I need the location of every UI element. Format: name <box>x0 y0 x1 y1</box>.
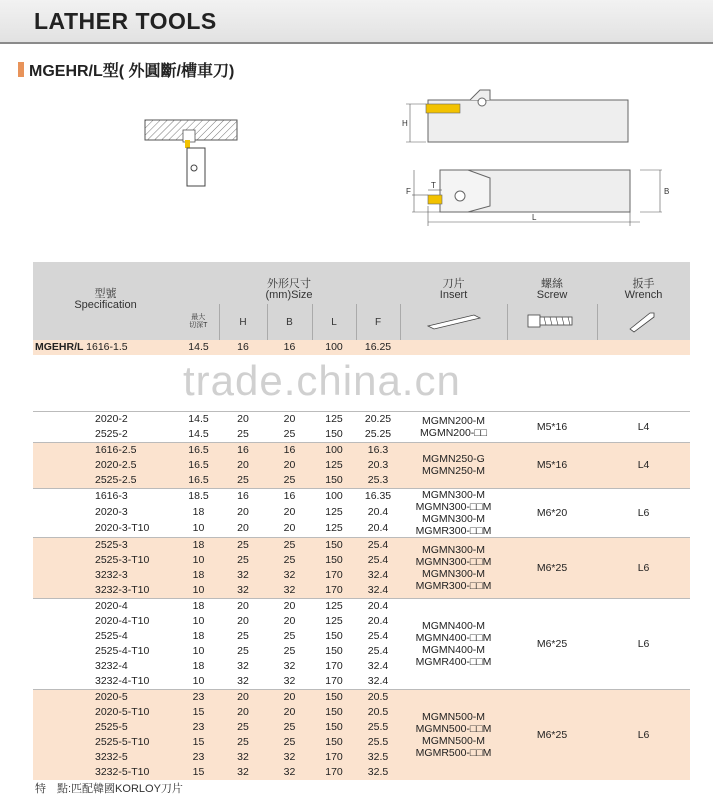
l-cell: 125 <box>312 520 356 537</box>
f-cell: 32.5 <box>356 765 400 780</box>
f-cell: 25.4 <box>356 629 400 644</box>
insert-code: MGMR400-□□M <box>415 655 492 668</box>
t-cell: 18 <box>178 568 219 583</box>
t-cell: 23 <box>178 689 219 705</box>
f-cell: 20.5 <box>356 705 400 720</box>
table-row <box>33 598 690 614</box>
spec-cell: 2020-2.5 <box>33 458 178 473</box>
f-cell: 32.4 <box>356 674 400 690</box>
l-cell: 125 <box>312 598 356 614</box>
l-cell: 170 <box>312 659 356 674</box>
header-t-zh: 最大 <box>191 314 206 321</box>
h-cell: 25 <box>219 735 267 750</box>
spec-cell: 2020-4 <box>33 598 178 614</box>
h-cell: 16 <box>219 340 267 355</box>
spec-cell: 2525-4 <box>33 629 178 644</box>
wrench-cell: L6 <box>597 537 690 598</box>
screw-cell: M6*20 <box>507 488 597 537</box>
spec-table-wrap <box>33 262 690 780</box>
header-h: H <box>219 304 267 340</box>
h-cell: 32 <box>219 659 267 674</box>
section-title: MGEHR/L型( 外圓斷/槽車刀) <box>29 62 235 80</box>
f-cell: 25.4 <box>356 553 400 568</box>
dim-l: L <box>532 213 537 222</box>
f-cell: 25.4 <box>356 537 400 553</box>
spec-cell: 2020-3 <box>33 505 178 521</box>
l-cell: 170 <box>312 568 356 583</box>
header-spec-zh: 型號 <box>94 287 117 300</box>
tool-side-view <box>406 90 628 142</box>
header-f: F <box>356 304 400 340</box>
header-row-top <box>33 262 690 304</box>
dim-f: F <box>406 187 411 196</box>
insert-cell <box>400 689 507 780</box>
b-cell: 16 <box>267 442 312 458</box>
wrench-cell <box>597 340 690 355</box>
b-cell: 25 <box>267 629 312 644</box>
f-cell: 20.4 <box>356 505 400 521</box>
l-cell: 100 <box>312 442 356 458</box>
h-cell: 32 <box>219 583 267 599</box>
f-cell: 32.5 <box>356 750 400 765</box>
insert-code: MGMR500-□□M <box>415 746 492 759</box>
screw-cell: M5*16 <box>507 411 597 442</box>
h-cell: 20 <box>219 411 267 427</box>
l-cell: 150 <box>312 553 356 568</box>
header-t <box>178 304 219 340</box>
f-cell: 25.25 <box>356 427 400 443</box>
l-cell: 100 <box>312 340 356 355</box>
insert-code: MGMN300-M <box>422 512 486 525</box>
spec-cell: 2525-4-T10 <box>33 644 178 659</box>
insert-code: MGMN500-M <box>422 710 486 723</box>
l-cell: 150 <box>312 720 356 735</box>
t-cell: 18 <box>178 537 219 553</box>
spec-table <box>33 262 690 780</box>
screw-cell: M6*25 <box>507 537 597 598</box>
header-l: L <box>312 304 356 340</box>
insert-icon <box>400 304 507 340</box>
spec-cell: 1616-2.5 <box>33 442 178 458</box>
t-cell: 10 <box>178 583 219 599</box>
b-cell: 25 <box>267 720 312 735</box>
f-cell: 16.3 <box>356 442 400 458</box>
header-insert-en: Insert <box>439 289 468 301</box>
t-cell: 18 <box>178 598 219 614</box>
l-cell: 170 <box>312 583 356 599</box>
screw-cell: M6*25 <box>507 689 597 780</box>
h-cell: 32 <box>219 568 267 583</box>
insert-code: MGMN300-M <box>422 567 486 580</box>
b-cell: 25 <box>267 735 312 750</box>
h-cell: 20 <box>219 614 267 629</box>
l-cell: 100 <box>312 488 356 505</box>
spec-cell: 3232-3 <box>33 568 178 583</box>
watermark: trade.china.cn <box>183 357 461 404</box>
l-cell: 150 <box>312 689 356 705</box>
screw-icon <box>507 304 597 340</box>
table-row <box>33 411 690 427</box>
spec-cell: 3232-5-T10 <box>33 765 178 780</box>
f-cell: 32.4 <box>356 583 400 599</box>
b-cell: 25 <box>267 427 312 443</box>
spec-cell: 2525-3-T10 <box>33 553 178 568</box>
b-cell: 25 <box>267 537 312 553</box>
b-cell: 32 <box>267 674 312 690</box>
h-cell: 16 <box>219 488 267 505</box>
b-cell: 32 <box>267 659 312 674</box>
b-cell: 16 <box>267 340 312 355</box>
insert-code: MGMN300-M <box>422 543 486 556</box>
table-row <box>33 340 690 355</box>
t-cell: 18.5 <box>178 488 219 505</box>
b-cell: 25 <box>267 473 312 489</box>
section-heading <box>18 58 234 80</box>
f-cell: 25.5 <box>356 720 400 735</box>
b-cell: 20 <box>267 458 312 473</box>
header-spec <box>33 262 178 340</box>
t-cell: 16.5 <box>178 473 219 489</box>
spec-cell: 2525-2.5 <box>33 473 178 489</box>
header-wrench-zh: 扳手 <box>632 278 655 290</box>
t-cell: 14.5 <box>178 427 219 443</box>
l-cell: 125 <box>312 614 356 629</box>
header-screw-zh: 螺絲 <box>541 278 564 290</box>
t-cell: 23 <box>178 750 219 765</box>
l-cell: 150 <box>312 644 356 659</box>
spec-cell <box>33 340 178 355</box>
insert-code: MGMN500-M <box>422 734 486 747</box>
t-cell: 14.5 <box>178 340 219 355</box>
t-cell: 15 <box>178 705 219 720</box>
t-cell: 18 <box>178 659 219 674</box>
t-cell: 10 <box>178 674 219 690</box>
insert-code: MGMN200-□□ <box>420 426 487 439</box>
b-cell: 32 <box>267 765 312 780</box>
insert-code: MGMN400-□□M <box>415 631 492 644</box>
wrench-cell: L4 <box>597 411 690 442</box>
b-cell: 25 <box>267 644 312 659</box>
header-insert <box>400 262 507 304</box>
insert-code: MGMN300-□□M <box>415 500 492 513</box>
l-cell: 150 <box>312 735 356 750</box>
spec-cell: 1616-3 <box>33 488 178 505</box>
t-cell: 18 <box>178 505 219 521</box>
l-cell: 170 <box>312 765 356 780</box>
insert-code: MGMN300-M <box>422 488 486 501</box>
f-cell: 20.4 <box>356 598 400 614</box>
b-cell: 20 <box>267 598 312 614</box>
section-marker <box>18 62 24 77</box>
f-cell: 16.25 <box>356 340 400 355</box>
insert-code: MGMR300-□□M <box>415 524 492 537</box>
b-cell: 32 <box>267 568 312 583</box>
b-cell: 32 <box>267 583 312 599</box>
table-row <box>33 689 690 705</box>
insert-code: MGMN300-□□M <box>415 555 492 568</box>
l-cell: 150 <box>312 537 356 553</box>
h-cell: 25 <box>219 473 267 489</box>
l-cell: 170 <box>312 750 356 765</box>
h-cell: 25 <box>219 537 267 553</box>
f-cell: 16.35 <box>356 488 400 505</box>
header-size-zh: 外形尺寸 <box>267 278 312 290</box>
t-cell: 10 <box>178 520 219 537</box>
header-insert-zh: 刀片 <box>442 278 465 290</box>
h-cell: 16 <box>219 442 267 458</box>
b-cell: 25 <box>267 553 312 568</box>
spec-cell: 2525-5 <box>33 720 178 735</box>
spec-code: 1616-1.5 <box>86 341 128 353</box>
f-cell: 20.5 <box>356 689 400 705</box>
header-wrench-en: Wrench <box>624 289 663 301</box>
spec-prefix: MGEHR/L <box>35 341 84 353</box>
f-cell: 32.4 <box>356 659 400 674</box>
header-size <box>178 262 400 304</box>
f-cell: 20.4 <box>356 614 400 629</box>
h-cell: 25 <box>219 629 267 644</box>
spec-cell: 2525-5-T10 <box>33 735 178 750</box>
insert-code: MGMN400-M <box>422 619 486 632</box>
header-screw-en: Screw <box>536 289 568 301</box>
wrench-icon <box>597 304 690 340</box>
tool-top-view <box>412 170 662 226</box>
h-cell: 32 <box>219 674 267 690</box>
header-size-en: (mm)Size <box>265 289 313 301</box>
banner <box>0 0 713 44</box>
dim-h: H <box>402 119 408 128</box>
h-cell: 25 <box>219 427 267 443</box>
h-cell: 25 <box>219 720 267 735</box>
h-cell: 20 <box>219 705 267 720</box>
insert-cell <box>400 442 507 488</box>
f-cell: 20.3 <box>356 458 400 473</box>
wrench-cell: L6 <box>597 488 690 537</box>
spec-cell: 2020-5-T10 <box>33 705 178 720</box>
l-cell: 150 <box>312 427 356 443</box>
wrench-cell: L6 <box>597 598 690 689</box>
spec-table-body <box>33 340 690 780</box>
workpiece-diagram <box>145 120 237 186</box>
l-cell: 170 <box>312 674 356 690</box>
t-cell: 10 <box>178 614 219 629</box>
spec-cell: 2020-2 <box>33 411 178 427</box>
h-cell: 20 <box>219 458 267 473</box>
b-cell: 20 <box>267 614 312 629</box>
insert-code: MGMN200-M <box>422 414 486 427</box>
t-cell: 16.5 <box>178 442 219 458</box>
screw-cell: M5*16 <box>507 442 597 488</box>
header-screw <box>507 262 597 304</box>
table-row <box>33 488 690 505</box>
footnote: 特 點:匹配韓國KORLOY刀片 <box>35 783 183 795</box>
f-cell: 20.4 <box>356 520 400 537</box>
insert-code: MGMN250-G <box>422 453 485 465</box>
spec-cell: 2020-3-T10 <box>33 520 178 537</box>
h-cell: 25 <box>219 553 267 568</box>
insert-code: MGMR300-□□M <box>415 579 492 592</box>
t-cell: 23 <box>178 720 219 735</box>
spec-cell: 3232-3-T10 <box>33 583 178 599</box>
spec-cell: 2020-4-T10 <box>33 614 178 629</box>
table-row <box>33 537 690 553</box>
b-cell: 32 <box>267 750 312 765</box>
spec-cell: 3232-4-T10 <box>33 674 178 690</box>
insert-code: MGMN250-M <box>422 465 486 477</box>
wrench-cell: L6 <box>597 689 690 780</box>
l-cell: 150 <box>312 473 356 489</box>
f-cell: 25.5 <box>356 735 400 750</box>
dim-b: B <box>664 187 670 196</box>
t-cell: 15 <box>178 735 219 750</box>
spec-cell: 2525-3 <box>33 537 178 553</box>
f-cell: 32.4 <box>356 568 400 583</box>
b-cell: 20 <box>267 520 312 537</box>
l-cell: 150 <box>312 629 356 644</box>
header-b: B <box>267 304 312 340</box>
t-cell: 16.5 <box>178 458 219 473</box>
spec-cell: 3232-5 <box>33 750 178 765</box>
f-cell: 25.3 <box>356 473 400 489</box>
t-cell: 10 <box>178 553 219 568</box>
t-cell: 10 <box>178 644 219 659</box>
h-cell: 32 <box>219 750 267 765</box>
insert-cell <box>400 411 507 442</box>
l-cell: 125 <box>312 458 356 473</box>
h-cell: 20 <box>219 689 267 705</box>
insert-code: MGMN500-□□M <box>415 722 492 735</box>
b-cell: 20 <box>267 411 312 427</box>
b-cell: 20 <box>267 689 312 705</box>
l-cell: 125 <box>312 411 356 427</box>
header-t-label: 切深T <box>189 322 208 329</box>
header-spec-en: Specification <box>74 298 137 311</box>
b-cell: 20 <box>267 505 312 521</box>
insert-code: MGMN400-M <box>422 643 486 656</box>
table-row <box>33 442 690 458</box>
b-cell: 20 <box>267 705 312 720</box>
h-cell: 20 <box>219 520 267 537</box>
wrench-cell: L4 <box>597 442 690 488</box>
spec-cell: 2525-2 <box>33 427 178 443</box>
h-cell: 20 <box>219 505 267 521</box>
spec-cell: 3232-4 <box>33 659 178 674</box>
l-cell: 150 <box>312 705 356 720</box>
insert-cell <box>400 340 507 355</box>
h-cell: 25 <box>219 644 267 659</box>
b-cell: 16 <box>267 488 312 505</box>
t-cell: 18 <box>178 629 219 644</box>
banner-title: LATHER TOOLS <box>34 8 217 34</box>
t-cell: 15 <box>178 765 219 780</box>
insert-cell <box>400 598 507 689</box>
t-cell: 14.5 <box>178 411 219 427</box>
f-cell: 20.25 <box>356 411 400 427</box>
spec-cell: 2020-5 <box>33 689 178 705</box>
tool-drawings <box>0 82 713 262</box>
dim-t: T <box>431 181 436 190</box>
l-cell: 125 <box>312 505 356 521</box>
f-cell: 25.4 <box>356 644 400 659</box>
insert-cell <box>400 537 507 598</box>
h-cell: 20 <box>219 598 267 614</box>
header-wrench <box>597 262 690 304</box>
screw-cell: M6*25 <box>507 598 597 689</box>
screw-cell <box>507 340 597 355</box>
insert-cell <box>400 488 507 537</box>
h-cell: 32 <box>219 765 267 780</box>
